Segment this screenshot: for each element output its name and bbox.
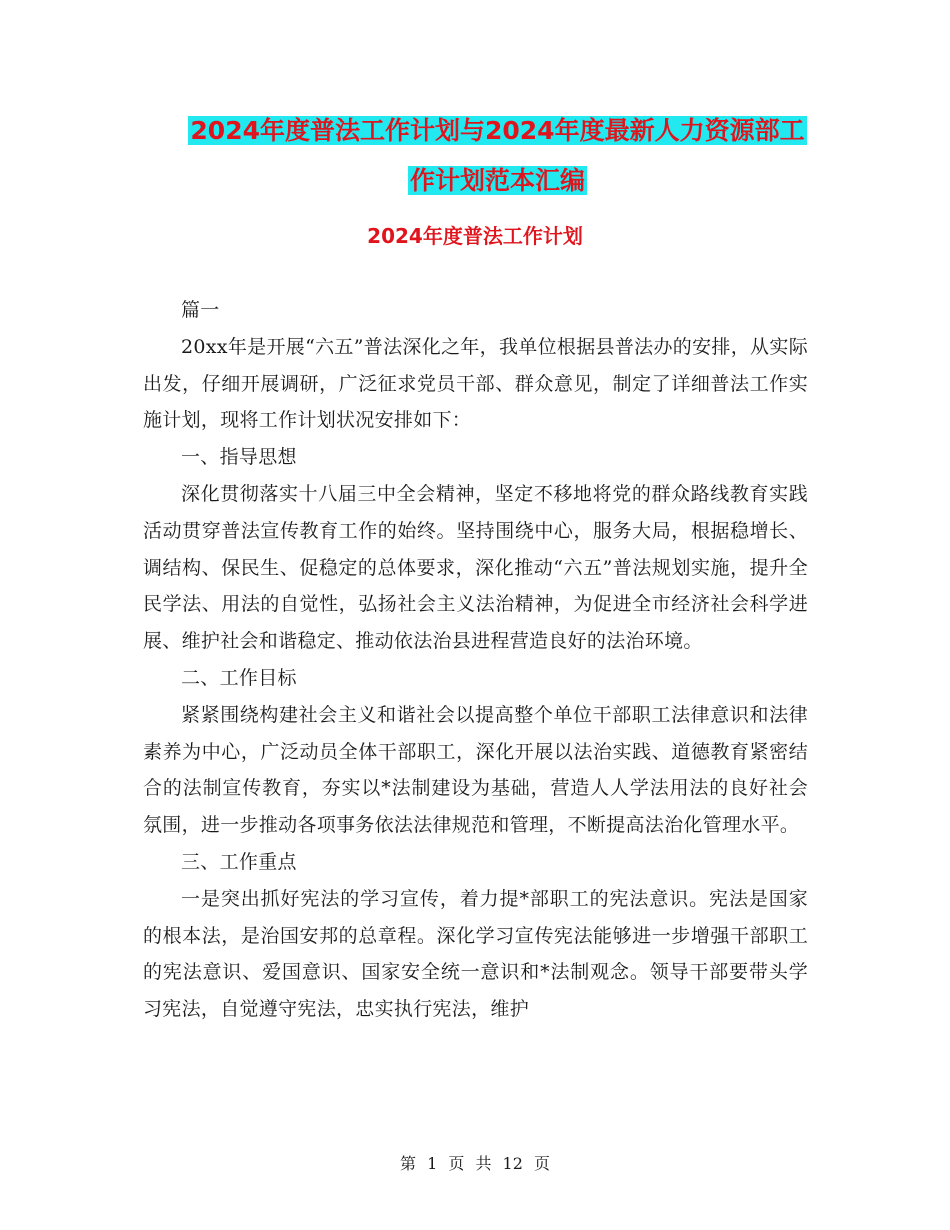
heading-guiding-ideology: 一、指导思想 bbox=[181, 446, 297, 469]
document-title-line2: 作计划范本汇编 bbox=[409, 166, 585, 195]
paragraph-intro: 20xx年是开展“六五”普法深化之年，我单位根据县普法办的安排，从实际出发，仔细开展调研，广泛征求党员干部、群众意见，制定了详细普法工作实施计划，现将工作计划状况安排如下： bbox=[143, 335, 808, 432]
paragraph-work-goals: 紧紧围绕构建社会主义和谐社会以提高整个单位干部职工法律意识和法律素养为中心，广泛动员全体干部职工，深化开展以法治实践、道德教育紧密结合的法制宣传教育，夯实以*法制建设为基础，营造人人学法用法的良好社会氛围，进一步推动各项事务依法法律规范和管理，不断提高法治化管理水平。 bbox=[143, 703, 808, 837]
heading-work-focus: 三、工作重点 bbox=[181, 850, 297, 873]
page-footer: 第 1 页 共 12 页 bbox=[400, 1154, 550, 1173]
document-body bbox=[143, 292, 808, 1028]
heading-work-goals: 二、工作目标 bbox=[181, 666, 297, 689]
document-title-line1: 2024年度普法工作计划与2024年度最新人力资源部工 bbox=[190, 116, 805, 145]
paragraph-work-focus: 一是突出抓好宪法的学习宣传，着力提*部职工的宪法意识。宪法是国家的根本法，是治国安邦的总章程。深化学习宣传宪法能够进一步增强干部职工的宪法意识、爱国意识、国家安全统一意识和*法制观念。领导干部要带头学习宪法，自觉遵守宪法，忠实执行宪法，维护 bbox=[143, 887, 808, 1021]
document-title bbox=[140, 106, 855, 206]
paragraph-part-label: 篇一 bbox=[181, 299, 220, 321]
section-title: 2024年度普法工作计划 bbox=[367, 224, 583, 248]
paragraph-guiding-ideology: 深化贯彻落实十八届三中全会精神，坚定不移地将党的群众路线教育实践活动贯穿普法宣传教育工作的始终。坚持围绕中心，服务大局，根据稳增长、调结构、保民生、促稳定的总体要求，深化推动“六五”普法规划实施，提升全民学法、用法的自觉性，弘扬社会主义法治精神，为促进全市经济社会科学进展、维护社会和谐稳定、推动依法治县进程营造良好的法治环境。 bbox=[143, 482, 808, 653]
